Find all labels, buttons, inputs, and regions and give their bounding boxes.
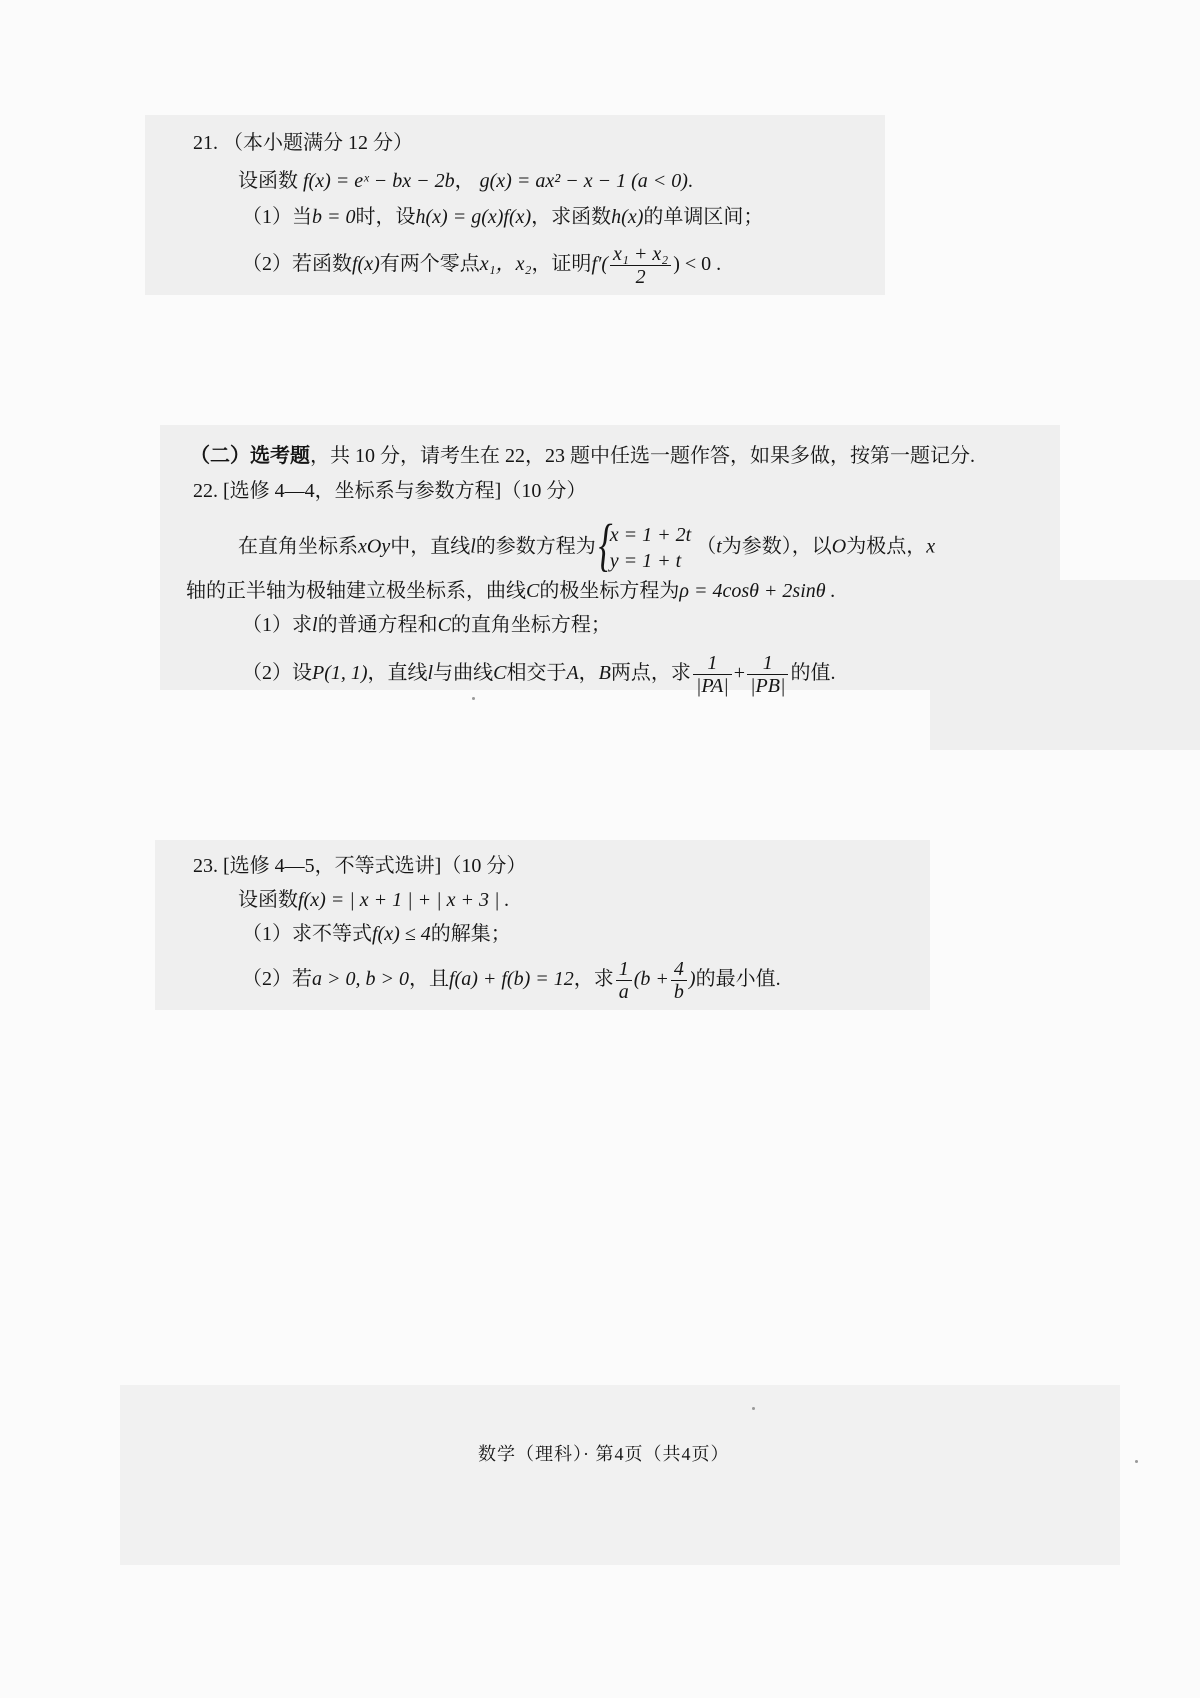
fraction-denominator: a: [618, 981, 629, 1003]
q22-math: O: [831, 535, 847, 558]
q23-stem-prefix: 设函数: [238, 889, 298, 911]
q23-part2-text: ，求: [573, 968, 614, 991]
fraction-denominator: 2: [635, 266, 646, 288]
q23-part2-text: 若: [292, 968, 312, 991]
q21-part2-label: （2）: [242, 253, 292, 276]
q22-fraction-pb: [747, 652, 788, 697]
q22-part2-math: B: [598, 662, 611, 685]
q21-part1-text: 时，设: [355, 206, 416, 228]
q22-text: 轴的正半轴为极轴建立极坐标系，曲线: [186, 580, 526, 602]
q22-part2-text: 的值.: [790, 662, 836, 685]
q23-fraction-4-over-b: [671, 958, 687, 1003]
q22-part2-math: l: [427, 662, 434, 685]
q22-part2-math: P(1, 1): [312, 662, 368, 685]
q21-stem-prefix: 设函数: [238, 170, 298, 192]
q22-part2-math: A: [566, 662, 579, 685]
scan-speck: [472, 697, 475, 700]
q23-stem: [238, 887, 509, 913]
q22-header: 22. [选修 4—4，坐标系与参数方程]（10 分）: [193, 480, 587, 502]
q22-text: 为参数），以: [721, 535, 832, 558]
fraction-denominator: |PB|: [750, 675, 786, 697]
q23-part1: [242, 921, 511, 947]
q22-part1-text: 的直角坐标方程；: [450, 614, 611, 636]
q23-part2-text: 的最小值.: [695, 968, 781, 991]
q21-part1-label: （1）: [242, 206, 292, 228]
scan-band: [930, 580, 1200, 750]
q21-part2-text: 有两个零点: [379, 253, 480, 276]
q21-part2-math: f(x): [352, 253, 380, 276]
q21-stem: 设函数 f(x) = eˣ − bx − 2b， g(x) = ax² − x − 1 (a < 0).: [238, 170, 693, 192]
q23-part1-text: 的解集；: [430, 923, 511, 945]
parametric-system: [596, 512, 692, 577]
plus-sign: +: [733, 662, 746, 685]
q21-part1-text: 的单调区间；: [643, 206, 764, 228]
q22-part1-math: l: [312, 614, 318, 636]
section2-title: （二）选考题: [190, 445, 310, 467]
q22-part1: [242, 612, 611, 638]
q23-part1-math: f(x) ≤ 4: [372, 923, 431, 945]
q21-fraction: [610, 243, 671, 288]
fraction-numerator: 4: [671, 958, 687, 981]
q23-part2-label: （2）: [242, 968, 292, 991]
q23-stem-math: f(x) = | x + 1 | + | x + 3 | .: [298, 889, 510, 911]
q21-part1-math: b = 0: [312, 206, 356, 228]
parametric-eq-x: x = 1 + 2t: [609, 524, 692, 546]
section2-heading: [190, 443, 975, 469]
q23-part1-text: 求不等式: [292, 923, 372, 945]
q23-header: 23. [选修 4—5，不等式选讲]（10 分）: [193, 855, 527, 877]
fraction-numerator: 1: [616, 958, 632, 981]
parametric-eq-y: y = 1 + t: [609, 550, 682, 572]
q22-math: t: [716, 535, 722, 558]
q22-stem-line1: [238, 512, 936, 577]
q21-part2-math: f′(: [591, 253, 609, 276]
q22-part2-text: ，: [578, 662, 599, 685]
q22-part2-label: （2）: [242, 662, 292, 685]
q21-part2-text: 若函数: [292, 253, 352, 276]
q21-part1-text: 当: [292, 206, 312, 228]
section2-rest: ，共 10 分，请考生在 22，23 题中任选一题作答，如果多做，按第一题记分.: [310, 445, 975, 467]
q22-text: 中，直线: [390, 535, 471, 558]
q22-math: xOy: [358, 535, 391, 558]
q22-text: 的参数方程为: [475, 535, 596, 558]
q23-part1-label: （1）: [242, 923, 292, 945]
scan-band: [120, 1385, 1120, 1565]
q22-part2-text: 设: [292, 662, 312, 685]
q22-part1-label: （1）: [242, 614, 292, 636]
q21-part1-math: h(x) = g(x)f(x): [415, 206, 532, 228]
q22-text: （: [696, 535, 717, 558]
fraction-denominator: |PA|: [695, 675, 729, 697]
scan-speck: [752, 1407, 755, 1410]
q23-part2-math: a > 0, b > 0: [312, 968, 409, 991]
q22-fraction-pa: [693, 652, 732, 697]
q22-part1-text: 求: [292, 614, 312, 636]
scan-speck: [1135, 1460, 1138, 1463]
q21-part1: [242, 204, 763, 230]
q21-part2-math: x₁，x₂: [479, 253, 532, 276]
q21-part2-math: ) < 0 .: [673, 253, 722, 276]
q22-math: ρ = 4cosθ + 2sinθ .: [679, 580, 836, 602]
q21-part2-text: ，证明: [531, 253, 592, 276]
fraction-numerator: x₁ + x₂: [610, 243, 671, 266]
q23-part2: [242, 958, 781, 1003]
q21-part1-math: h(x): [611, 206, 644, 228]
q22-part2-text: 与曲线: [433, 662, 494, 685]
q21-part2: [242, 243, 721, 288]
q22-part2-text: 两点，求: [610, 662, 691, 685]
q21-stem-g: g(x) = ax² − x − 1 (a < 0): [479, 170, 688, 192]
q23-part2-text: ，且: [409, 968, 449, 991]
brace-icon: {: [598, 512, 613, 577]
q22-part2-text: 相交于: [506, 662, 567, 685]
q22-math: C: [526, 580, 540, 602]
q22-text: 在直角坐标系: [238, 535, 358, 558]
q22-part1-math: C: [437, 614, 451, 636]
q22-text: 为极点，: [846, 535, 927, 558]
q22-part2-math: C: [493, 662, 507, 685]
q21-stem-f: f(x) = eˣ − bx − 2b: [303, 170, 455, 192]
q22-part2: [242, 652, 835, 697]
q22-math: x: [926, 535, 936, 558]
q22-math: l: [470, 535, 476, 558]
q22-stem-line2: [186, 578, 836, 604]
q21-header: 21. （本小题满分 12 分）: [193, 132, 413, 154]
fraction-numerator: 1: [747, 652, 788, 675]
q22-part1-text: 的普通方程和: [317, 614, 438, 636]
fraction-numerator: 1: [693, 652, 732, 675]
q23-part2-math: ): [688, 968, 696, 991]
fraction-denominator: b: [673, 981, 684, 1003]
q23-part2-math: (b +: [633, 968, 669, 991]
q21-part1-text: ，求函数: [531, 206, 612, 228]
q23-fraction-1-over-a: [616, 958, 632, 1003]
q23-part2-math: f(a) + f(b) = 12: [449, 968, 574, 991]
q22-part2-text: ，直线: [367, 662, 428, 685]
page-footer: 数学（理科）· 第4页（共4页）: [478, 1444, 730, 1464]
q22-text: 的极坐标方程为: [539, 580, 680, 602]
